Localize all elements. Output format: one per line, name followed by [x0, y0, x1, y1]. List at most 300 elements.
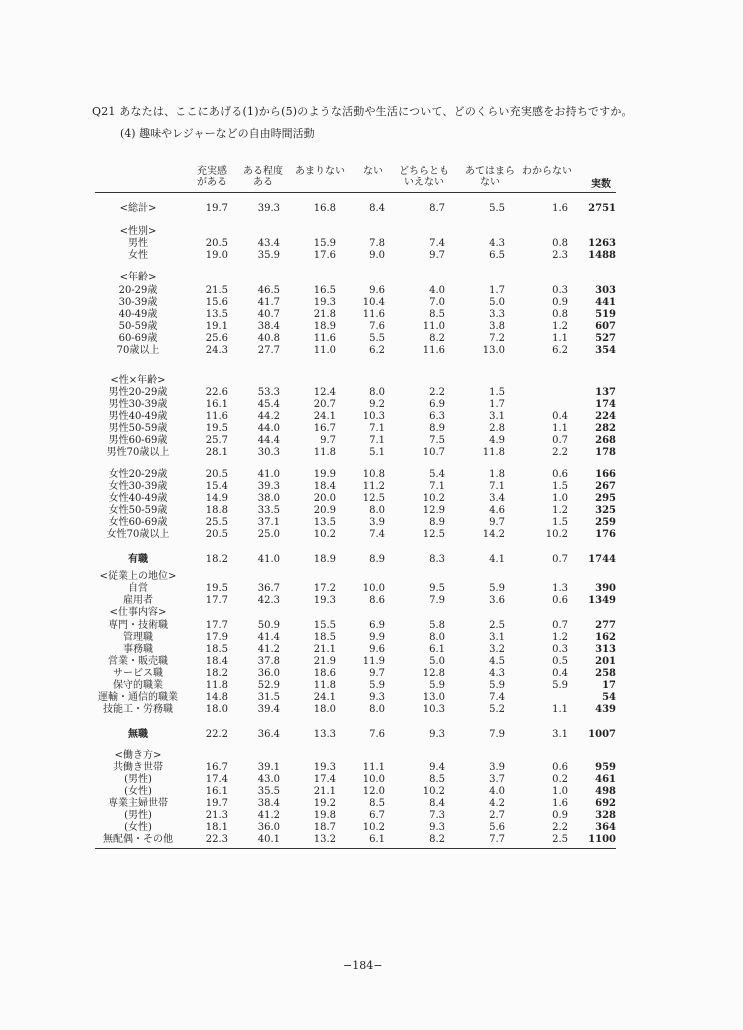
- row-label: 女性30-39歳: [108, 481, 168, 492]
- percent-cell: 18.0: [205, 704, 228, 715]
- percent-cell: 20.7: [313, 399, 336, 410]
- percent-cell: 18.2: [205, 554, 228, 565]
- count-cell: 439: [595, 704, 616, 715]
- percent-cell: 18.5: [205, 644, 228, 655]
- percent-cell: 2.7: [489, 810, 505, 821]
- count-cell: 328: [595, 810, 616, 821]
- percent-cell: 7.6: [369, 321, 385, 332]
- percent-cell: 6.1: [429, 644, 445, 655]
- percent-cell: 2.8: [489, 423, 505, 434]
- percent-cell: 0.9: [552, 297, 568, 308]
- row-label: 有職: [128, 554, 148, 565]
- percent-cell: 21.5: [205, 285, 228, 296]
- row-label: (男性): [124, 774, 152, 785]
- percent-cell: 11.8: [313, 680, 336, 691]
- row-label: 男性40-49歳: [108, 411, 168, 422]
- percent-cell: 4.3: [489, 238, 505, 249]
- table-row: [0, 644, 743, 655]
- percent-cell: 16.1: [205, 399, 228, 410]
- percent-cell: 10.3: [422, 704, 445, 715]
- percent-cell: 28.1: [205, 447, 228, 458]
- column-header: ない: [363, 166, 383, 177]
- percent-cell: 1.1: [552, 423, 568, 434]
- table-row: [0, 554, 743, 565]
- percent-cell: 4.1: [489, 554, 505, 565]
- percent-cell: 1.7: [489, 399, 505, 410]
- percent-cell: 37.1: [257, 517, 280, 528]
- count-cell: 1100: [588, 834, 616, 845]
- percent-cell: 8.5: [429, 774, 445, 785]
- percent-cell: 17.4: [313, 774, 336, 785]
- count-cell: 174: [595, 399, 616, 410]
- count-cell: 1263: [588, 238, 616, 249]
- percent-cell: 4.5: [489, 656, 505, 667]
- percent-cell: 0.7: [552, 435, 568, 446]
- percent-cell: 41.0: [257, 554, 280, 565]
- percent-cell: 6.5: [489, 250, 505, 261]
- percent-cell: 39.1: [257, 762, 280, 773]
- percent-cell: 18.4: [313, 481, 336, 492]
- row-label: 40-49歳: [118, 309, 158, 320]
- table-row: [0, 668, 743, 679]
- percent-cell: 4.2: [489, 798, 505, 809]
- percent-cell: 7.9: [429, 595, 445, 606]
- percent-cell: 38.4: [257, 321, 280, 332]
- percent-cell: 0.3: [552, 644, 568, 655]
- percent-cell: 21.1: [313, 786, 336, 797]
- percent-cell: 1.6: [552, 203, 568, 214]
- table-row: [0, 529, 743, 540]
- table-row: [0, 834, 743, 845]
- percent-cell: 7.7: [489, 834, 505, 845]
- percent-cell: 21.3: [205, 810, 228, 821]
- percent-cell: 14.8: [205, 692, 228, 703]
- percent-cell: 1.5: [552, 481, 568, 492]
- percent-cell: 19.1: [205, 321, 228, 332]
- percent-cell: 21.8: [313, 309, 336, 320]
- percent-cell: 11.8: [205, 680, 228, 691]
- percent-cell: 24.1: [313, 692, 336, 703]
- row-label: <総計>: [119, 203, 157, 214]
- percent-cell: 7.4: [369, 529, 385, 540]
- table-row: [0, 226, 743, 237]
- percent-cell: 19.0: [205, 250, 228, 261]
- count-cell: 1744: [588, 554, 616, 565]
- percent-cell: 1.2: [552, 505, 568, 516]
- row-label: 30-39歳: [118, 297, 158, 308]
- percent-cell: 3.1: [489, 632, 505, 643]
- table-row: [0, 309, 743, 320]
- percent-cell: 0.5: [552, 656, 568, 667]
- row-label: 管理職: [123, 632, 153, 643]
- percent-cell: 8.4: [429, 798, 445, 809]
- percent-cell: 2.3: [552, 250, 568, 261]
- table-row: [0, 620, 743, 631]
- percent-cell: 2.2: [552, 447, 568, 458]
- table-row: [0, 447, 743, 458]
- percent-cell: 3.9: [369, 517, 385, 528]
- table-row: [0, 375, 743, 386]
- table-row: [0, 387, 743, 398]
- percent-cell: 10.2: [422, 493, 445, 504]
- percent-cell: 18.4: [205, 656, 228, 667]
- percent-cell: 1.2: [552, 321, 568, 332]
- percent-cell: 13.0: [482, 345, 505, 356]
- row-label: <従業上の地位>: [99, 571, 177, 582]
- table-bottom-rule: [95, 848, 616, 849]
- count-cell: 282: [595, 423, 616, 434]
- percent-cell: 8.3: [429, 554, 445, 565]
- percent-cell: 11.6: [205, 411, 228, 422]
- percent-cell: 5.4: [429, 469, 445, 480]
- percent-cell: 19.9: [313, 469, 336, 480]
- table-row: [0, 203, 743, 214]
- percent-cell: 9.7: [489, 517, 505, 528]
- percent-cell: 0.6: [552, 469, 568, 480]
- row-label: 技能工・労務職: [103, 704, 173, 715]
- table-row: [0, 297, 743, 308]
- percent-cell: 8.9: [429, 423, 445, 434]
- row-label: 共働き世帯: [113, 762, 163, 773]
- percent-cell: 7.3: [429, 810, 445, 821]
- percent-cell: 22.2: [205, 729, 228, 740]
- count-cell: 607: [595, 321, 616, 332]
- percent-cell: 0.4: [552, 411, 568, 422]
- table-row: [0, 272, 743, 283]
- percent-cell: 10.2: [313, 529, 336, 540]
- percent-cell: 12.5: [362, 493, 385, 504]
- percent-cell: 19.7: [205, 798, 228, 809]
- percent-cell: 2.5: [489, 620, 505, 631]
- row-label: <年齢>: [119, 272, 157, 283]
- percent-cell: 5.9: [369, 680, 385, 691]
- percent-cell: 3.9: [489, 762, 505, 773]
- column-header: 充実感 がある: [197, 166, 227, 188]
- percent-cell: 3.6: [489, 595, 505, 606]
- percent-cell: 7.0: [429, 297, 445, 308]
- percent-cell: 17.7: [205, 620, 228, 631]
- percent-cell: 8.2: [429, 333, 445, 344]
- percent-cell: 17.7: [205, 595, 228, 606]
- row-label: 男性: [128, 238, 148, 249]
- percent-cell: 1.1: [552, 333, 568, 344]
- row-label: 60-69歳: [118, 333, 158, 344]
- percent-cell: 0.8: [552, 309, 568, 320]
- row-label: 事務職: [123, 644, 153, 655]
- row-label: <働き方>: [114, 750, 162, 761]
- table-row: [0, 822, 743, 833]
- percent-cell: 19.3: [313, 762, 336, 773]
- percent-cell: 18.1: [205, 822, 228, 833]
- percent-cell: 1.1: [552, 704, 568, 715]
- percent-cell: 18.9: [313, 321, 336, 332]
- percent-cell: 1.7: [489, 285, 505, 296]
- row-label: 女性20-29歳: [108, 469, 168, 480]
- percent-cell: 1.3: [552, 583, 568, 594]
- percent-cell: 5.0: [429, 656, 445, 667]
- percent-cell: 9.3: [369, 692, 385, 703]
- count-cell: 137: [595, 387, 616, 398]
- percent-cell: 9.0: [369, 250, 385, 261]
- percent-cell: 10.7: [422, 447, 445, 458]
- percent-cell: 18.0: [313, 704, 336, 715]
- percent-cell: 11.2: [362, 481, 385, 492]
- percent-cell: 11.6: [313, 333, 336, 344]
- percent-cell: 5.9: [429, 680, 445, 691]
- percent-cell: 7.1: [369, 435, 385, 446]
- count-cell: 313: [595, 644, 616, 655]
- row-label: 専門・技術職: [108, 620, 168, 631]
- table-row: [0, 704, 743, 715]
- percent-cell: 4.3: [489, 668, 505, 679]
- percent-cell: 7.1: [489, 481, 505, 492]
- percent-cell: 44.2: [257, 411, 280, 422]
- percent-cell: 8.9: [429, 517, 445, 528]
- count-cell: 390: [595, 583, 616, 594]
- percent-cell: 18.8: [205, 505, 228, 516]
- table-row: [0, 607, 743, 618]
- percent-cell: 16.1: [205, 786, 228, 797]
- count-cell: 162: [595, 632, 616, 643]
- percent-cell: 15.5: [313, 620, 336, 631]
- count-cell: 2751: [588, 203, 616, 214]
- row-label: <仕事内容>: [109, 607, 167, 618]
- percent-cell: 16.7: [205, 762, 228, 773]
- percent-cell: 19.3: [313, 595, 336, 606]
- percent-cell: 10.2: [362, 822, 385, 833]
- count-cell: 354: [595, 345, 616, 356]
- percent-cell: 0.9: [552, 810, 568, 821]
- count-cell: 527: [595, 333, 616, 344]
- count-cell: 1007: [588, 729, 616, 740]
- row-label: (男性): [124, 810, 152, 821]
- percent-cell: 40.1: [257, 834, 280, 845]
- percent-cell: 19.5: [205, 583, 228, 594]
- row-label: 女性: [128, 250, 148, 261]
- count-cell: 295: [595, 493, 616, 504]
- row-label: 女性50-59歳: [108, 505, 168, 516]
- count-cell: 1349: [588, 595, 616, 606]
- percent-cell: 13.0: [422, 692, 445, 703]
- column-header: あてはまら ない: [465, 166, 515, 188]
- percent-cell: 1.8: [489, 469, 505, 480]
- percent-cell: 0.3: [552, 285, 568, 296]
- percent-cell: 9.3: [429, 822, 445, 833]
- percent-cell: 22.3: [205, 834, 228, 845]
- percent-cell: 36.7: [257, 583, 280, 594]
- percent-cell: 8.9: [369, 554, 385, 565]
- percent-cell: 5.5: [369, 333, 385, 344]
- table-row: [0, 692, 743, 703]
- percent-cell: 19.3: [313, 297, 336, 308]
- percent-cell: 40.7: [257, 309, 280, 320]
- percent-cell: 13.5: [205, 309, 228, 320]
- table-row: [0, 238, 743, 249]
- column-header: 実数: [591, 179, 611, 190]
- percent-cell: 11.6: [422, 345, 445, 356]
- table-row: [0, 680, 743, 691]
- percent-cell: 18.2: [205, 668, 228, 679]
- percent-cell: 3.3: [489, 309, 505, 320]
- percent-cell: 9.9: [369, 632, 385, 643]
- row-label: 50-59歳: [118, 321, 158, 332]
- percent-cell: 41.2: [257, 810, 280, 821]
- percent-cell: 6.9: [429, 399, 445, 410]
- percent-cell: 9.5: [429, 583, 445, 594]
- percent-cell: 37.8: [257, 656, 280, 667]
- page-number: −184−: [343, 959, 383, 972]
- count-cell: 303: [595, 285, 616, 296]
- table-row: [0, 505, 743, 516]
- percent-cell: 3.1: [552, 729, 568, 740]
- count-cell: 267: [595, 481, 616, 492]
- percent-cell: 36.0: [257, 668, 280, 679]
- table-row: [0, 762, 743, 773]
- percent-cell: 11.0: [422, 321, 445, 332]
- percent-cell: 2.5: [552, 834, 568, 845]
- percent-cell: 22.6: [205, 387, 228, 398]
- count-cell: 1488: [588, 250, 616, 261]
- row-label: <性×年齢>: [110, 375, 166, 386]
- percent-cell: 39.4: [257, 704, 280, 715]
- percent-cell: 25.7: [205, 435, 228, 446]
- percent-cell: 6.2: [552, 345, 568, 356]
- percent-cell: 25.0: [257, 529, 280, 540]
- table-row: [0, 595, 743, 606]
- percent-cell: 8.4: [369, 203, 385, 214]
- row-label: 男性30-39歳: [108, 399, 168, 410]
- percent-cell: 0.6: [552, 762, 568, 773]
- percent-cell: 46.5: [257, 285, 280, 296]
- table-row: [0, 571, 743, 582]
- count-cell: 441: [595, 297, 616, 308]
- percent-cell: 18.6: [313, 668, 336, 679]
- table-row: [0, 798, 743, 809]
- percent-cell: 10.4: [362, 297, 385, 308]
- percent-cell: 39.3: [257, 481, 280, 492]
- percent-cell: 2.2: [552, 822, 568, 833]
- percent-cell: 7.6: [369, 729, 385, 740]
- percent-cell: 31.5: [257, 692, 280, 703]
- percent-cell: 41.2: [257, 644, 280, 655]
- percent-cell: 36.0: [257, 822, 280, 833]
- percent-cell: 40.8: [257, 333, 280, 344]
- row-label: 20-29歳: [118, 285, 158, 296]
- table-row: [0, 774, 743, 785]
- percent-cell: 12.5: [422, 529, 445, 540]
- table-row: [0, 493, 743, 504]
- table-row: [0, 345, 743, 356]
- percent-cell: 0.4: [552, 668, 568, 679]
- percent-cell: 5.6: [489, 822, 505, 833]
- row-label: 男性50-59歳: [108, 423, 168, 434]
- row-label: 専業主婦世帯: [108, 798, 168, 809]
- row-label: 男性70歳以上: [106, 447, 170, 458]
- percent-cell: 41.0: [257, 469, 280, 480]
- percent-cell: 2.2: [429, 387, 445, 398]
- table-row: [0, 423, 743, 434]
- percent-cell: 20.5: [205, 238, 228, 249]
- percent-cell: 9.7: [320, 435, 336, 446]
- percent-cell: 3.1: [489, 411, 505, 422]
- percent-cell: 5.0: [489, 297, 505, 308]
- count-cell: 498: [595, 786, 616, 797]
- percent-cell: 21.1: [313, 644, 336, 655]
- count-cell: 959: [595, 762, 616, 773]
- percent-cell: 1.6: [552, 798, 568, 809]
- column-header: わからない: [522, 166, 572, 177]
- percent-cell: 18.7: [313, 822, 336, 833]
- percent-cell: 3.2: [489, 644, 505, 655]
- percent-cell: 6.7: [369, 810, 385, 821]
- percent-cell: 19.5: [205, 423, 228, 434]
- percent-cell: 5.8: [429, 620, 445, 631]
- row-label: <性別>: [119, 226, 157, 237]
- percent-cell: 9.3: [429, 729, 445, 740]
- percent-cell: 12.4: [313, 387, 336, 398]
- percent-cell: 11.0: [313, 345, 336, 356]
- percent-cell: 19.7: [205, 203, 228, 214]
- percent-cell: 7.9: [489, 729, 505, 740]
- percent-cell: 8.0: [369, 387, 385, 398]
- percent-cell: 35.9: [257, 250, 280, 261]
- percent-cell: 14.2: [482, 529, 505, 540]
- percent-cell: 7.4: [489, 692, 505, 703]
- percent-cell: 9.4: [429, 762, 445, 773]
- table-row: [0, 656, 743, 667]
- percent-cell: 24.3: [205, 345, 228, 356]
- percent-cell: 43.4: [257, 238, 280, 249]
- percent-cell: 38.4: [257, 798, 280, 809]
- percent-cell: 25.6: [205, 333, 228, 344]
- row-label: 無配偶・その他: [103, 834, 173, 845]
- percent-cell: 8.7: [429, 203, 445, 214]
- percent-cell: 4.6: [489, 505, 505, 516]
- column-header: どちらとも いえない: [399, 166, 449, 188]
- percent-cell: 16.5: [313, 285, 336, 296]
- percent-cell: 17.2: [313, 583, 336, 594]
- percent-cell: 13.5: [313, 517, 336, 528]
- count-cell: 461: [595, 774, 616, 785]
- percent-cell: 7.2: [489, 333, 505, 344]
- percent-cell: 13.3: [313, 729, 336, 740]
- row-label: 女性60-69歳: [108, 517, 168, 528]
- row-label: (女性): [124, 786, 152, 797]
- percent-cell: 3.8: [489, 321, 505, 332]
- percent-cell: 11.6: [362, 309, 385, 320]
- percent-cell: 9.6: [369, 285, 385, 296]
- table-row: [0, 632, 743, 643]
- percent-cell: 8.6: [369, 595, 385, 606]
- row-label: 営業・販売職: [108, 656, 168, 667]
- percent-cell: 8.5: [429, 309, 445, 320]
- count-cell: 258: [595, 668, 616, 679]
- percent-cell: 41.4: [257, 632, 280, 643]
- count-cell: 259: [595, 517, 616, 528]
- table-row: [0, 517, 743, 528]
- percent-cell: 1.5: [489, 387, 505, 398]
- percent-cell: 10.2: [422, 786, 445, 797]
- percent-cell: 5.5: [489, 203, 505, 214]
- percent-cell: 1.2: [552, 632, 568, 643]
- percent-cell: 44.4: [257, 435, 280, 446]
- count-cell: 201: [595, 656, 616, 667]
- table-row: [0, 250, 743, 261]
- table-row: [0, 411, 743, 422]
- row-label: 男性20-29歳: [108, 387, 168, 398]
- percent-cell: 35.5: [257, 786, 280, 797]
- percent-cell: 50.9: [257, 620, 280, 631]
